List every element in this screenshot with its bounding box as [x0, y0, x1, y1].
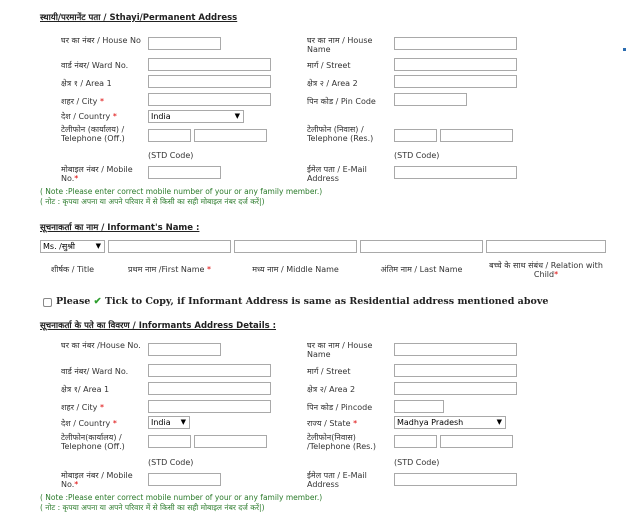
inf-mobile-label: मोबाइल नंबर / Mobile No.* — [61, 471, 133, 489]
inf-house-no-input[interactable] — [148, 343, 221, 356]
title-select[interactable]: Ms. /सुश्री ▼ — [40, 240, 105, 253]
inf-tel-off-number-input[interactable] — [194, 435, 267, 448]
inf-city-input[interactable] — [148, 400, 271, 413]
check-icon: ✔ — [93, 296, 102, 307]
inf-mobile-note-hi: ( नोट : कृपया अपना या अपने परिवार में से किसी का सही मोबाइल नंबर दर्ज करें|) — [40, 503, 265, 512]
city-label: शहर / City * — [61, 97, 104, 106]
country-select[interactable]: India ▼ — [148, 110, 244, 123]
mobile-note-en: ( Note :Please enter correct mobile number of your or any family member.) — [40, 187, 323, 196]
inf-street-input[interactable] — [394, 364, 517, 377]
inf-ward-no-input[interactable] — [148, 364, 271, 377]
inf-pincode-input[interactable] — [394, 400, 444, 413]
relation-caption: बच्चे के साथ संबंध / Relation with Child* — [489, 261, 603, 279]
middle-name-caption: मध्य नाम / Middle Name — [252, 265, 339, 274]
ward-no-input[interactable] — [148, 58, 271, 71]
mobile-note-hi: ( नोट : कृपया अपना या अपने परिवार में से किसी का सही मोबाइल नंबर दर्ज करें|) — [40, 197, 265, 206]
area1-input[interactable] — [148, 75, 271, 88]
inf-tel-res-std-input[interactable] — [394, 435, 437, 448]
mobile-label: मोबाइल नंबर / Mobile No.* — [61, 165, 133, 183]
street-input[interactable] — [394, 58, 517, 71]
inf-tel-res-number-input[interactable] — [440, 435, 513, 448]
chevron-down-icon: ▼ — [180, 418, 186, 426]
email-label: ईमेल पता / E-Mail Address — [307, 165, 367, 183]
mobile-input[interactable] — [148, 166, 221, 179]
first-name-input[interactable] — [108, 240, 231, 253]
inf-std-code-caption: (STD Code) — [148, 458, 194, 467]
house-name-label: घर का नाम / House Name — [307, 36, 373, 54]
inf-state-select[interactable]: Madhya Pradesh ▼ — [394, 416, 506, 429]
inf-tel-res-label: टेलीफोन(निवास) /Telephone (Res.) — [307, 433, 376, 451]
tel-off-number-input[interactable] — [194, 129, 267, 142]
house-name-input[interactable] — [394, 37, 517, 50]
inf-pincode-label: पिन कोड / Pincode — [307, 403, 373, 412]
inf-mobile-input[interactable] — [148, 473, 221, 486]
informant-name-heading: सूचनाकर्ता का नाम / Informant's Name : — [40, 223, 200, 233]
pin-code-label: पिन कोड / Pin Code — [307, 97, 376, 106]
copy-address-checkbox[interactable] — [43, 298, 52, 307]
last-name-input[interactable] — [360, 240, 483, 253]
inf-city-label: शहर / City * — [61, 403, 104, 412]
pin-code-input[interactable] — [394, 93, 467, 106]
copy-address-label: Please ✔ Tick to Copy, if Informant Address is same as Residential address mentioned above — [56, 296, 549, 307]
permanent-address-heading: स्थायी/परमानेंट पता / Sthayi/Permanent Address — [40, 13, 238, 23]
chevron-down-icon: ▼ — [234, 112, 240, 120]
ward-no-label: वार्ड नंबर/ Ward No. — [61, 61, 129, 70]
inf-area1-label: क्षेत्र १/ Area 1 — [61, 385, 110, 394]
tel-res-label: टेलीफोन (निवास) / Telephone (Res.) — [307, 125, 374, 143]
inf-tel-off-label: टेलीफोन(कार्यालय) / Telephone (Off.) — [61, 433, 125, 451]
tel-res-std-input[interactable] — [394, 129, 437, 142]
city-input[interactable] — [148, 93, 271, 106]
relation-input[interactable] — [486, 240, 606, 253]
area2-input[interactable] — [394, 75, 517, 88]
tel-res-number-input[interactable] — [440, 129, 513, 142]
inf-email-label: ईमेल पता / E-Mail Address — [307, 471, 367, 489]
inf-mobile-note-en: ( Note :Please enter correct mobile number of your or any family member.) — [40, 493, 323, 502]
std-code-caption: (STD Code) — [148, 151, 194, 160]
inf-email-input[interactable] — [394, 473, 517, 486]
tel-off-std-input[interactable] — [148, 129, 191, 142]
inf-house-name-input[interactable] — [394, 343, 517, 356]
email-input[interactable] — [394, 166, 517, 179]
chevron-down-icon: ▼ — [496, 418, 502, 426]
last-name-caption: अंतिम नाम / Last Name — [380, 265, 463, 274]
inf-state-label: राज्य / State * — [307, 419, 358, 428]
chevron-down-icon: ▼ — [95, 242, 101, 250]
inf-house-no-label: घर का नंबर /House No. — [61, 341, 141, 350]
country-label: देश / Country * — [61, 112, 117, 121]
house-no-input[interactable] — [148, 37, 221, 50]
informant-address-heading: सूचनाकर्ता के पते का विवरण / Informants Address Details : — [40, 321, 277, 331]
inf-area2-label: क्षेत्र २/ Area 2 — [307, 385, 356, 394]
first-name-caption: प्रथम नाम /First Name * — [127, 265, 212, 274]
scroll-marker — [623, 48, 626, 51]
inf-ward-no-label: वार्ड नंबर/ Ward No. — [61, 367, 129, 376]
inf-std-code-caption-res: (STD Code) — [394, 458, 440, 467]
inf-country-label: देश / Country * — [61, 419, 117, 428]
inf-tel-off-std-input[interactable] — [148, 435, 191, 448]
area1-label: क्षेत्र १ / Area 1 — [61, 79, 112, 88]
inf-country-select[interactable]: India ▼ — [148, 416, 190, 429]
area2-label: क्षेत्र २ / Area 2 — [307, 79, 358, 88]
inf-area2-input[interactable] — [394, 382, 517, 395]
title-caption: शीर्षक / Title — [50, 265, 95, 274]
street-label: मार्ग / Street — [307, 61, 351, 70]
inf-house-name-label: घर का नाम / House Name — [307, 341, 373, 359]
house-no-label: घर का नंबर / House No — [61, 36, 141, 45]
inf-street-label: मार्ग / Street — [307, 367, 351, 376]
tel-off-label: टेलीफोन (कार्यालय) / Telephone (Off.) — [61, 125, 125, 143]
inf-area1-input[interactable] — [148, 382, 271, 395]
std-code-caption-res: (STD Code) — [394, 151, 440, 160]
middle-name-input[interactable] — [234, 240, 357, 253]
